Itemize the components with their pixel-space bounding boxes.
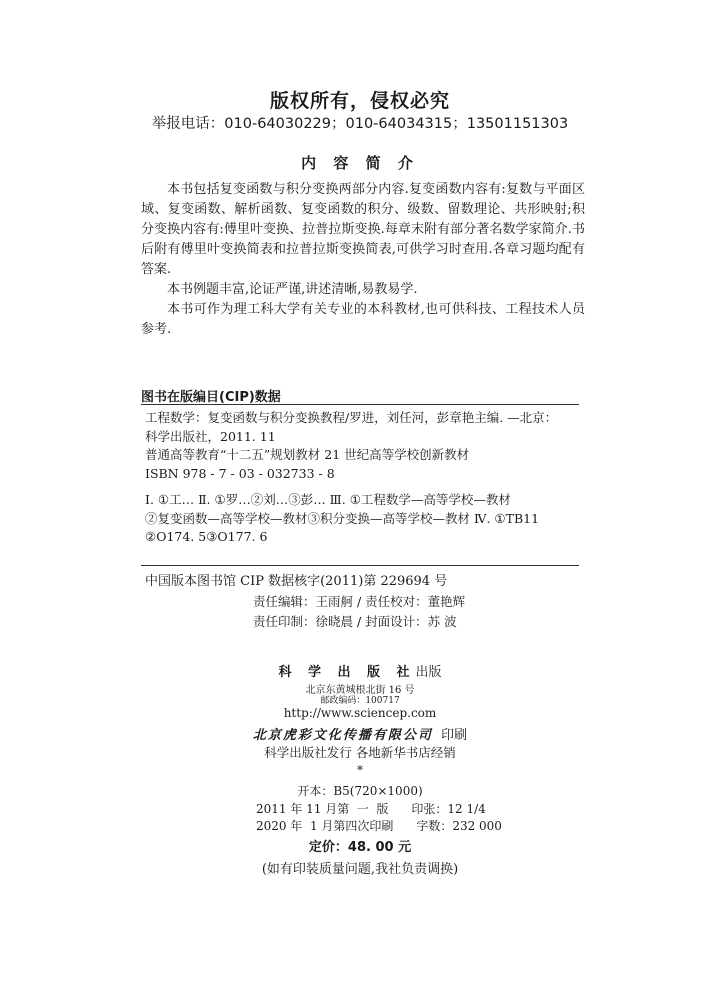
- cip-line: ②复变函数—高等学校—教材③积分变换—高等学校—教材 Ⅳ. ①TB11: [145, 510, 540, 526]
- summary-heading: 内 容 简 介: [301, 154, 419, 172]
- publisher-line: [0, 661, 720, 680]
- summary-paragraph: 本书包括复变函数与积分变换两部分内容.复变函数内容有:复数与平面区域、复变函数、解析函数、复变函数的积分、级数、留数理论、共形映射;积分变换内容有:傅里叶变换、拉普拉斯变换.每章末附有部分著名数学家简介.书后附有傅里叶变换简表和拉普拉斯变换简表,可供学习时查用.各章习题均配有答案.: [141, 182, 585, 277]
- printing-line: 2020 年 1 月第四次印刷 字数：232 000: [256, 819, 502, 833]
- cip-spacer: [145, 483, 581, 491]
- copyright-notice: 版权所有，侵权必究: [269, 90, 450, 112]
- cip-line: ②O174. 5③O177. 6: [145, 529, 268, 544]
- distributor-line: 科学出版社发行 各地新华书店经销: [264, 745, 456, 760]
- publisher-suffix: 出版: [415, 665, 442, 680]
- editor-credits: 责任编辑：王雨舸 / 责任校对：董艳辉: [253, 594, 466, 609]
- cip-line: 科学出版社，2011. 11: [145, 428, 276, 444]
- summary-body: [141, 180, 585, 340]
- report-hotline: 举报电话：010-64030229；010-64034315；13501151303: [151, 116, 569, 132]
- cip-line: ISBN 978 - 7 - 03 - 032733 - 8: [145, 465, 335, 481]
- publisher-url: http://www.sciencep.com: [283, 706, 437, 720]
- summary-paragraph: 本书可作为理工科大学有关专业的本科教材,也可供科技、工程技术人员参考.: [141, 302, 585, 337]
- printer-suffix: 印刷: [441, 728, 468, 743]
- printer-line: [0, 724, 720, 743]
- cip-top-rule: [141, 404, 579, 405]
- cip-record-number: 中国版本图书馆 CIP 数据核字(2011)第 229694 号: [145, 574, 448, 589]
- publisher-postcode: 邮政编码：100717: [320, 696, 400, 706]
- printer-name: 北京虎彩文化传播有限公司: [252, 728, 433, 743]
- cip-line: 普通高等教育“十二五”规划教材 21 世纪高等学校创新教材: [145, 447, 470, 462]
- print-design-credits: 责任印制：徐晓晨 / 封面设计：苏 波: [253, 614, 457, 629]
- price: 定价：48. 00 元: [308, 840, 412, 855]
- publisher-name: 科 学 出 版 社: [278, 665, 416, 680]
- cip-line: Ⅰ. ①工… Ⅱ. ①罗…②刘…③彭… Ⅲ. ①工程数学—高等学校—教材: [145, 492, 511, 507]
- cip-record: [145, 409, 581, 547]
- cip-heading: 图书在版编目(CIP)数据: [141, 390, 281, 405]
- separator-asterisk: *: [357, 763, 363, 777]
- format-spec: 开本：B5(720×1000): [297, 784, 423, 798]
- quality-note: (如有印装质量问题,我社负责调换): [261, 862, 459, 877]
- cip-line: 工程数学：复变函数与积分变换教程/罗进，刘任河，彭章艳主编. —北京：: [145, 410, 558, 425]
- publisher-address: 北京东黄城根北街 16 号: [305, 685, 415, 696]
- edition-line: 2011 年 11 月第 一 版 印张：12 1/4: [256, 802, 486, 816]
- cip-bottom-rule: [141, 565, 579, 566]
- summary-paragraph: 本书例题丰富,论证严谨,讲述清晰,易教易学.: [167, 282, 418, 297]
